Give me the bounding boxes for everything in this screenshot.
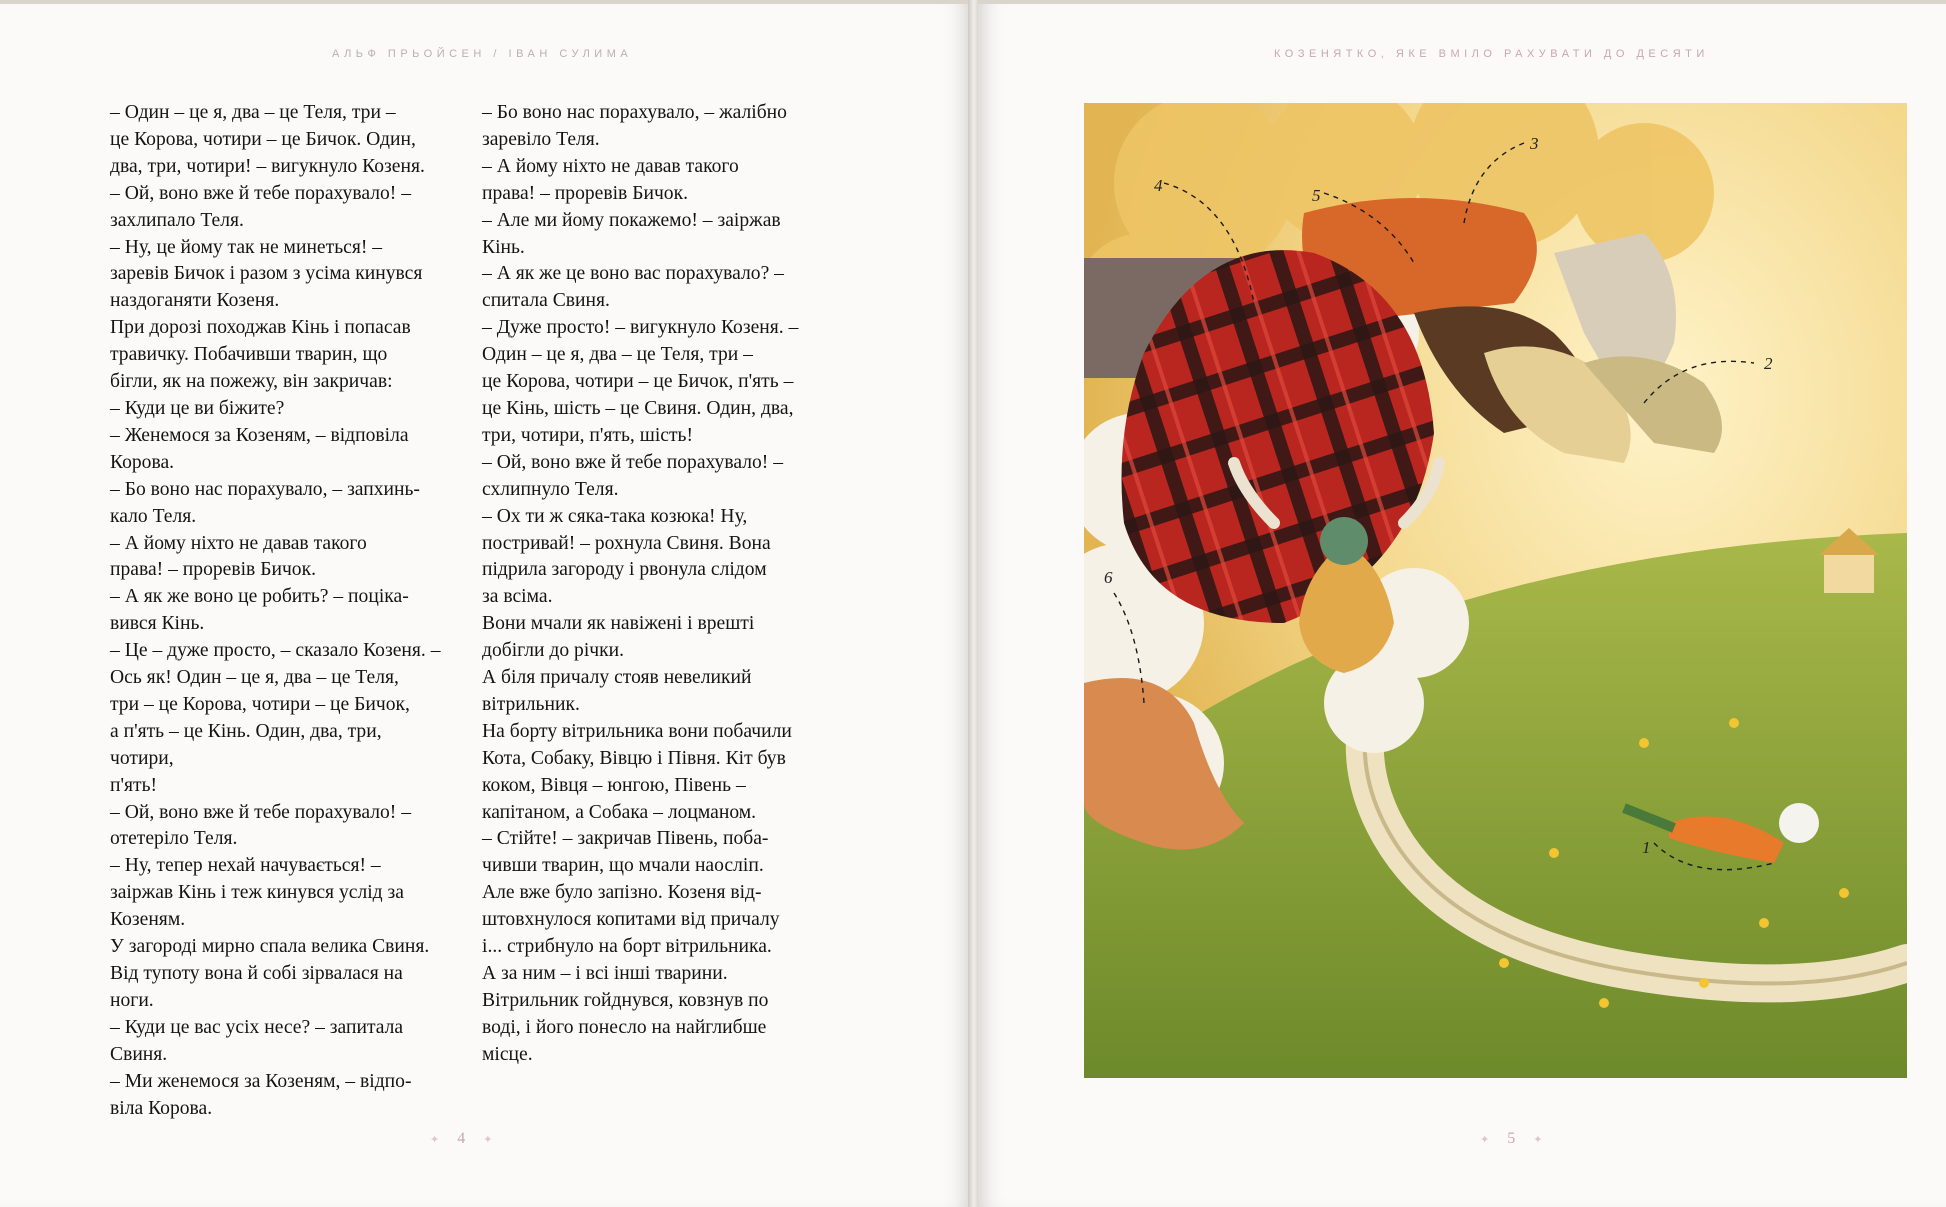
callout-6: 6 [1104,568,1113,587]
paragraph: – Ох ти ж сяка-така козюка! Ну, постривай! – рохнула Свиня. Вона підрила загороду і рвонула слідом за всіма. [482,505,771,608]
paragraph: Але вже було запізно. Козеня від- штовхнулося копитами від причалу і... стрибнуло на борт вітрильника. [482,882,780,958]
text-column-2 [482,100,862,1069]
paragraph: – Стійте! – закричав Півень, поба- чивши тварин, що мчали наосліп. [482,828,769,877]
paragraph: – Ну, це йому так не минеться! – заревів Бичок і разом з усіма кинувся наздоганяти Козеня. [110,236,423,312]
page-number-left: ✦ 4 ✦ [430,1130,493,1147]
paragraph: – А йому ніхто не давав такого права! – проревів Бичок. [110,532,367,581]
paragraph: А за ним – і всі інші тварини. [482,963,728,984]
folio-ornament-icon: ✦ [430,1134,440,1146]
text-column-1 [110,100,450,1122]
paragraph: – Але ми йому покажемо! – заіржав Кінь. [482,209,781,258]
page-number-right: ✦ 5 ✦ [1480,1130,1543,1147]
paragraph: – Ну, тепер нехай начувається! – заіржав Кінь і теж кинувся услід за Козеням. [110,855,404,931]
callout-1: 1 [1642,838,1651,857]
paragraph: А біля причалу стояв невеликий вітрильник. [482,667,752,715]
illustration-art [1084,103,1907,1078]
paragraph: У загороді мирно спала велика Свиня. Від тупоту вона й собі зірвалася на ноги. [110,936,430,1011]
folio-ornament-icon: ✦ [1480,1134,1490,1146]
callout-4: 4 [1154,176,1163,195]
paragraph: При дорозі походжав Кінь і попасав травичку. Побачивши тварин, що бігли, як на пожежу, він закричав: [110,317,411,393]
page-top-edge [978,0,1946,4]
paragraph: – Це – дуже просто, – сказало Козеня. – Ось як! Один – це я, два – це Теля, три – це Корова, чотири – це Бичок, а п'ять – це Кінь. Один, два, три, чотири, п'ять! [110,640,441,796]
story-illustration [1084,103,1907,1078]
paragraph: – Ми женемося за Козеням, – відпо- віла Корова. [110,1070,412,1119]
callout-2: 2 [1764,354,1773,373]
folio-ornament-icon: ✦ [1533,1134,1543,1146]
paragraph: – Дуже просто! – вигукнуло Козеня. – Один – це я, два – це Теля, три – це Корова, чотири – це Бичок, п'ять – це Кінь, шість – це Свиня. Один, два, три, чотири, п'ять, шість! [482,317,799,446]
paragraph: – А як же воно це робить? – поціка- вився Кінь. [110,586,409,635]
paragraph: – Ой, воно вже й тебе порахувало! – захлипало Теля. [110,182,412,231]
paragraph: – Один – це я, два – це Теля, три – це Корова, чотири – це Бичок. Один, два, три, чотири! – вигукнуло Козеня. [110,102,425,177]
paragraph: Вітрильник гойднувся, ковзнув по воді, і його понесло на найглибше місце. [482,989,769,1065]
page-top-edge [0,0,970,4]
paragraph: – Женемося за Козеням, – відповіла Корова. [110,424,409,473]
paragraph: Вони мчали як навіжені і врешті добігли до річки. [482,613,755,662]
paragraph: – Куди це вас усіх несе? – запитала Свиня. [110,1016,404,1065]
paragraph: На борту вітрильника вони побачили Кота, Собаку, Вівцю і Півня. Кіт був коком, Вівця – юнгою, Півень – капітаном, а Собака – лоцманом. [482,720,792,823]
paragraph: – А як же це воно вас порахувало? – спитала Свиня. [482,263,784,312]
bull-knit-hat [1320,517,1368,565]
paragraph: – Ой, воно вже й тебе порахувало! – схлипнуло Теля. [482,451,784,500]
left-page [0,0,970,1207]
paragraph: – Ой, воно вже й тебе порахувало! – отетеріло Теля. [110,801,412,850]
paragraph: – Куди це ви біжите? [110,397,285,419]
callout-3: 3 [1530,134,1539,153]
callout-5: 5 [1312,186,1321,205]
paragraph: – А йому ніхто не давав такого права! – проревів Бичок. [482,155,739,204]
paragraph: – Бо воно нас порахувало, – запхинь- кало Теля. [110,478,420,527]
running-head-right: КОЗЕНЯТКО, ЯКЕ ВМІЛО РАХУВАТИ ДО ДЕСЯТИ [1274,48,1709,60]
folio-ornament-icon: ✦ [483,1134,493,1146]
paragraph: – Бо воно нас порахувало, – жалібно заревіло Теля. [482,102,787,150]
running-head-left: АЛЬФ ПРЬОЙСЕН / ІВАН СУЛИМА [332,48,633,60]
